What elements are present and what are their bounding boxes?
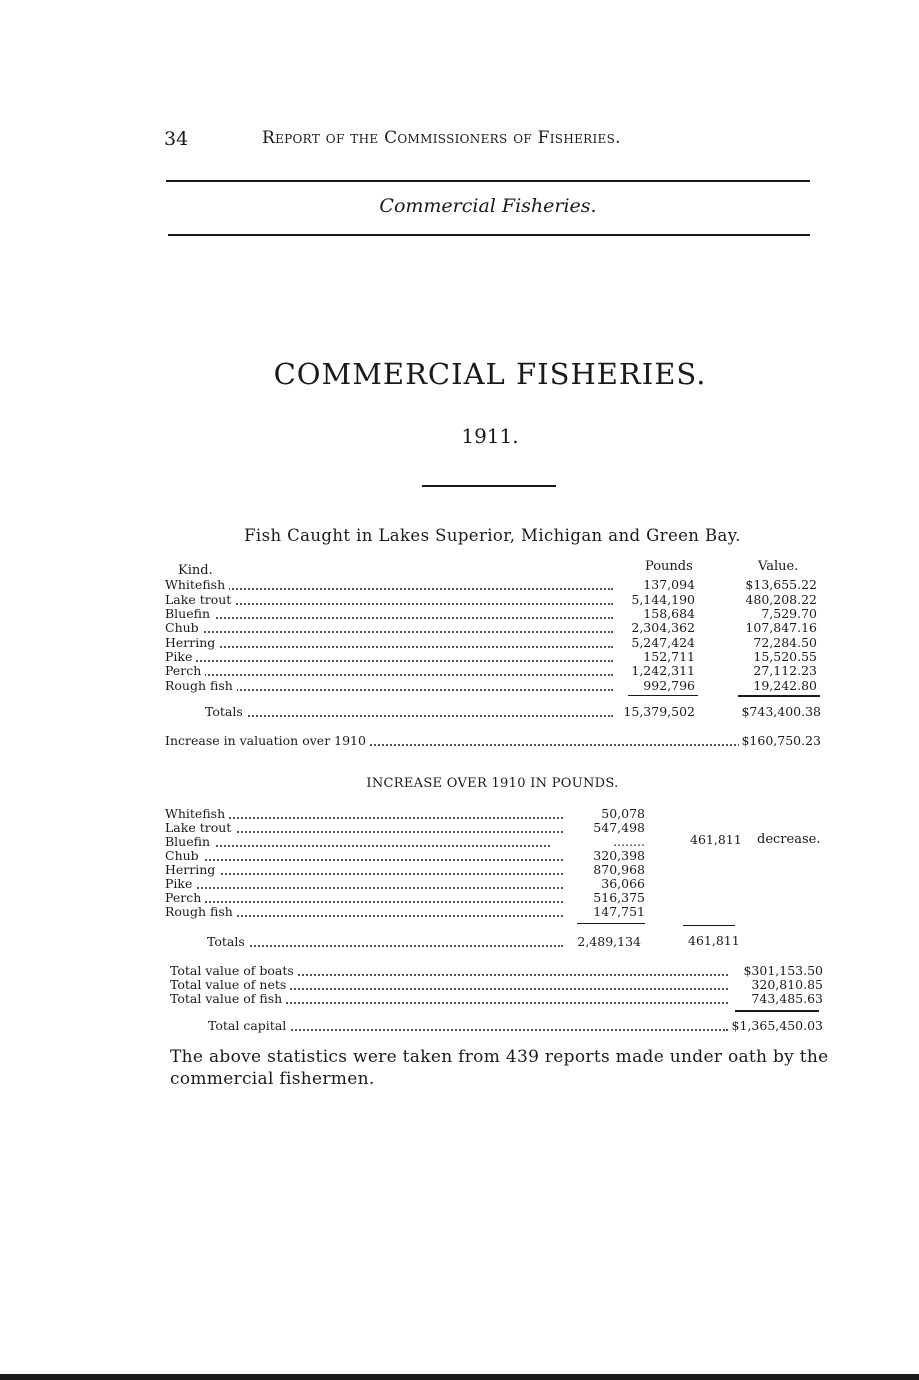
fish-kind: Pike: [165, 650, 196, 664]
pounds-increase: 516,375: [593, 890, 645, 905]
table-row: [170, 978, 823, 992]
fish-kind: Perch: [165, 891, 205, 905]
pounds-value: 2,304,362: [631, 620, 695, 635]
year-heading: 1911.: [461, 424, 519, 448]
pounds-value: 152,711: [643, 649, 695, 664]
fish-kind: Bluefin: [165, 607, 214, 621]
closing-note: The above statistics were taken from 439 reports made under oath by the commercial fishermen.: [170, 1047, 829, 1089]
fish-kind: Rough fish: [165, 905, 237, 919]
capital-value: 320,810.85: [747, 978, 823, 992]
capital-sum-rule: [735, 1010, 819, 1012]
fish-kind: Bluefin: [165, 835, 214, 849]
increase-total: 2,489,134: [577, 934, 641, 949]
table-row: [165, 679, 825, 693]
dot-leader: [165, 849, 563, 861]
capital-label: Total value of nets: [170, 978, 290, 992]
pounds-increase: 320,398: [593, 848, 645, 863]
dot-leader: [205, 705, 613, 717]
decrease-label: decrease.: [757, 832, 821, 847]
pounds-increase: ........: [613, 834, 645, 849]
pounds-value: 137,094: [643, 577, 695, 592]
pounds-total: 15,379,502: [623, 704, 695, 719]
pounds-increase: 547,498: [593, 820, 645, 835]
page-number: 34: [164, 128, 189, 150]
dollar-value: 15,520.55: [753, 649, 817, 664]
dot-leader: [165, 664, 613, 676]
dollar-value: 107,847.16: [745, 620, 817, 635]
table-row: [165, 621, 825, 635]
pounds-sum-rule: [628, 695, 698, 696]
capital-value: 743,485.63: [747, 992, 823, 1006]
header-rule-bottom: [168, 234, 810, 236]
section-heading: Commercial Fisheries.: [379, 195, 597, 217]
dot-leader: [165, 636, 613, 648]
table-row: [170, 964, 823, 978]
table-row: [165, 835, 645, 849]
table-row: [165, 849, 645, 863]
increase-valuation-row: [165, 734, 825, 748]
table-row: [165, 578, 825, 592]
header-rule-top: [166, 180, 810, 182]
table-row: [165, 807, 645, 821]
fish-kind: Lake trout: [165, 821, 235, 835]
column-header-value: Value.: [758, 559, 799, 574]
totals-label: Totals: [205, 705, 247, 719]
dot-leader: [165, 621, 613, 633]
dollar-value: 72,284.50: [753, 635, 817, 650]
increase-valuation-value: $160,750.23: [741, 733, 821, 748]
fish-kind: Herring: [165, 863, 219, 877]
table-row: [170, 992, 823, 1006]
fish-kind: Chub: [165, 621, 203, 635]
running-title: Report of the Commissioners of Fisheries.: [262, 128, 621, 148]
dollar-value: 27,112.23: [753, 663, 817, 678]
dollar-value: 19,242.80: [753, 678, 817, 693]
pounds-increase: 870,968: [593, 862, 645, 877]
totals-label: Totals: [207, 935, 249, 949]
catch-table-caption: Fish Caught in Lakes Superior, Michigan and Green Bay.: [244, 526, 741, 545]
table-row: [165, 821, 645, 835]
dot-leader: [165, 578, 613, 590]
page-title: COMMERCIAL FISHERIES.: [273, 357, 707, 391]
dot-leader: [165, 650, 613, 662]
dot-leader: [165, 835, 550, 847]
table-row: [165, 664, 825, 678]
table-row: [165, 607, 825, 621]
table-row: [165, 650, 825, 664]
pounds-value: 5,144,190: [631, 592, 695, 607]
value-total: $743,400.38: [741, 704, 821, 719]
increase-table-heading: INCREASE OVER 1910 IN POUNDS.: [366, 776, 619, 791]
dollar-value: 7,529.70: [761, 606, 817, 621]
table-row: [165, 636, 825, 650]
dot-leader: [165, 863, 563, 875]
capital-label: Total value of fish: [170, 992, 286, 1006]
pounds-increase: 36,066: [601, 876, 645, 891]
pounds-value: 992,796: [643, 678, 695, 693]
table-row: [165, 593, 825, 607]
value-sum-rule: [738, 695, 820, 697]
fish-kind: Whitefish: [165, 807, 229, 821]
fish-kind: Lake trout: [165, 593, 235, 607]
dollar-value: 480,208.22: [745, 592, 817, 607]
page-bottom-edge: [0, 1374, 919, 1380]
table-row: [165, 905, 645, 919]
dollar-value: $13,655.22: [745, 577, 817, 592]
capital-total-label: Total capital: [208, 1019, 290, 1033]
decrease-value: 461,811: [690, 832, 742, 847]
table-row: [165, 891, 645, 905]
fish-kind: Whitefish: [165, 578, 229, 592]
pounds-value: 158,684: [643, 606, 695, 621]
dot-leader: [165, 607, 613, 619]
decrease-sum-rule: [683, 925, 735, 926]
fish-kind: Rough fish: [165, 679, 237, 693]
capital-total-value: $1,365,450.03: [728, 1019, 823, 1033]
pounds-increase: 147,751: [593, 904, 645, 919]
increase-sum-rule: [577, 923, 645, 924]
totals-row: [205, 705, 825, 719]
dot-leader: [165, 877, 563, 889]
column-header-kind: Kind.: [178, 563, 213, 578]
pounds-value: 5,247,424: [631, 635, 695, 650]
capital-value: $301,153.50: [739, 964, 823, 978]
capital-label: Total value of boats: [170, 964, 298, 978]
capital-total-row: [208, 1019, 823, 1033]
totals-row: [207, 935, 645, 949]
table-row: [165, 863, 645, 877]
fish-kind: Pike: [165, 877, 196, 891]
fish-kind: Perch: [165, 664, 205, 678]
table-row: [165, 877, 645, 891]
decrease-total: 461,811: [688, 933, 740, 948]
fish-kind: Herring: [165, 636, 219, 650]
pounds-value: 1,242,311: [631, 663, 695, 678]
column-header-pounds: Pounds: [645, 559, 693, 574]
pounds-increase: 50,078: [601, 806, 645, 821]
dot-leader: [207, 935, 563, 947]
dot-leader: [165, 891, 563, 903]
fish-kind: Chub: [165, 849, 203, 863]
title-divider: [422, 485, 556, 487]
increase-valuation-label: Increase in valuation over 1910: [165, 734, 370, 748]
